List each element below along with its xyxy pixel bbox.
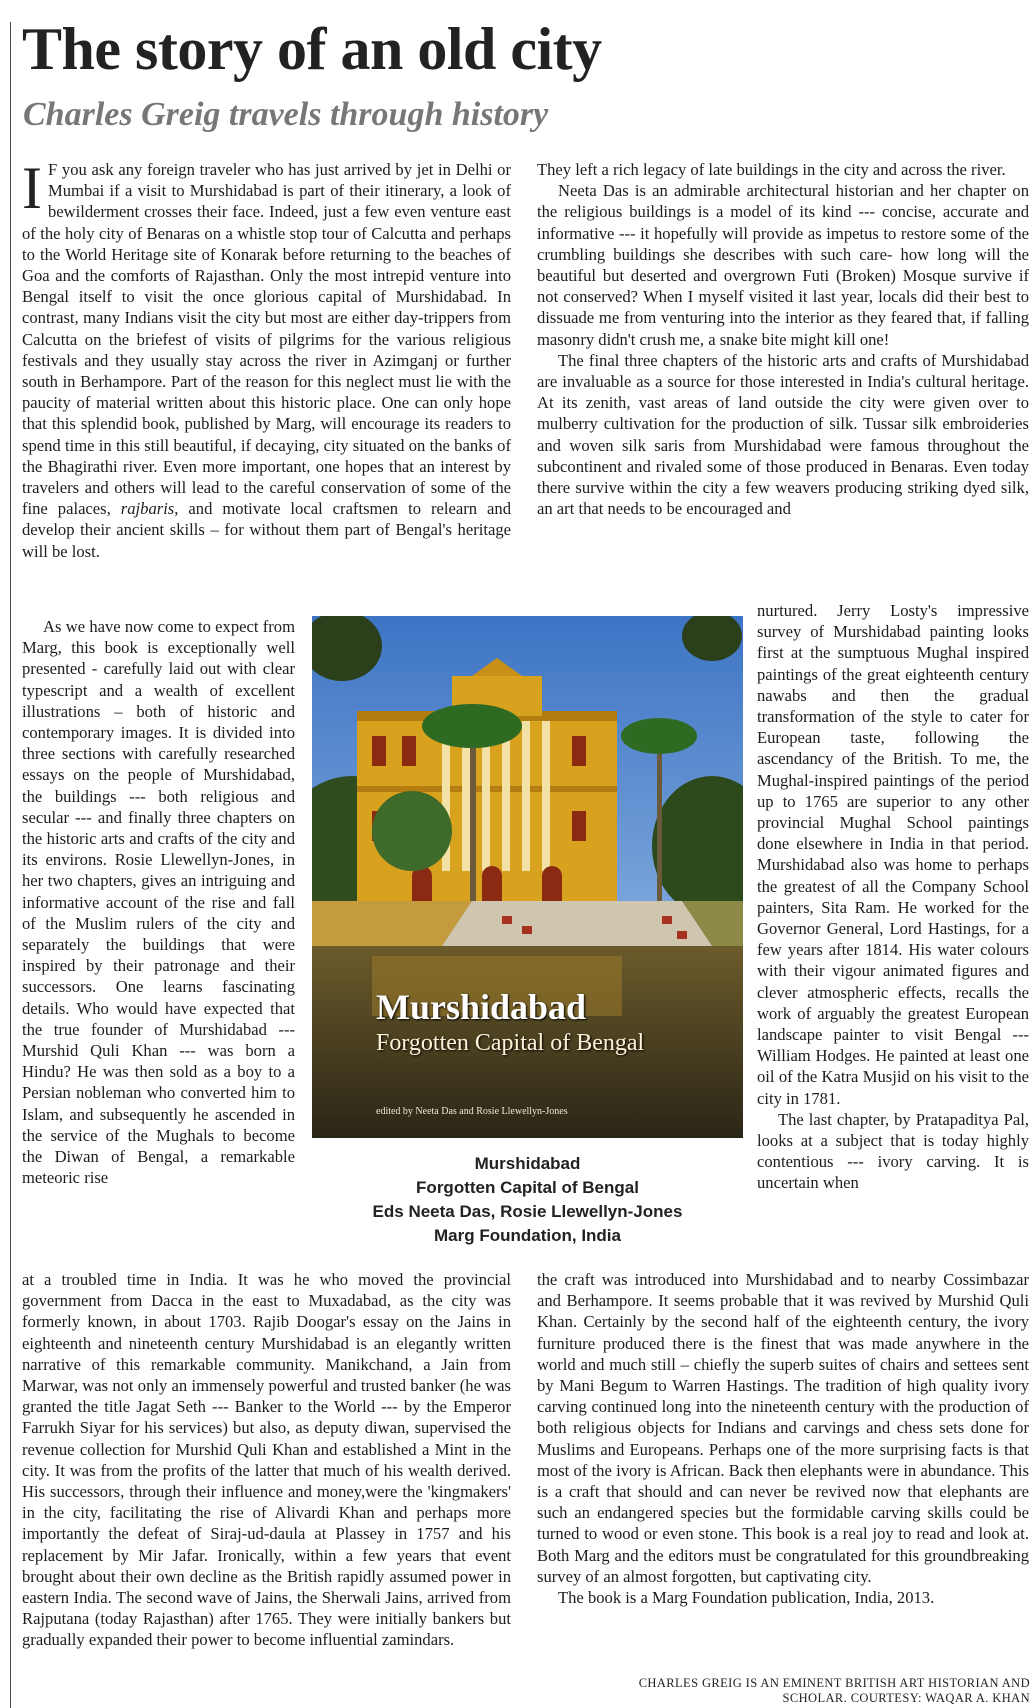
cover-editors: edited by Neeta Das and Rosie Llewellyn-Jones — [376, 1106, 568, 1117]
body-paragraph: The last chapter, by Pratapaditya Pal, looks at a subject that is today highly contentious --- ivory carving. It is uncertain when — [757, 1109, 1029, 1193]
credit-line-2: SCHOLAR. COURTESY: WAQAR A. KHAN — [782, 1691, 1030, 1705]
intro-italic-term: rajbaris — [120, 499, 175, 519]
right-bottom-column — [537, 1269, 1029, 1608]
body-paragraph: The final three chapters of the historic arts and crafts of Murshidabad are invaluable as a source for those interested in India's cultural heritage. At its zenith, vast areas of land outside the city were given over to mulberry cultivation for the production of silk. Tussar silk embroideries and woven silk saris from Murshidabad were famous throughout the subcontinent and rivaled some of those produced in Benaras. Even today there survive within the city a few weavers producing striking dyed silk, an art that needs to be encouraged and — [537, 350, 1029, 519]
body-paragraph: They left a rich legacy of late buildings in the city and across the river. — [537, 160, 1006, 179]
book-cover-image — [312, 616, 743, 1138]
caption-editors: Eds Neeta Das, Rosie Llewellyn-Jones — [372, 1202, 683, 1221]
column-rule — [10, 22, 11, 1708]
article-subtitle: Charles Greig travels through history — [23, 96, 549, 133]
body-paragraph: As we have now come to expect from Marg, this book is exceptionally well presented - carefully laid out with clear typescript and a wealth of excellent illustrations – both of historic and contemporary images. It is divided into three sections with carefully researched essays on the people of Murshidabad, the buildings --- both religious and secular --- and finally three chapters on the historic arts and crafts of the city and its environs. Rosie Llewellyn-Jones, in her two chapters, gives an intriguing and informative account of the rise and fall of the Muslim rulers of the city and separately the buildings that were inspired by their patronage and their successors. One learns fascinating details. Who would have expected that the true founder of Murshidabad --- Murshid Quli Khan --- was born a Hindu? He was then sold as a boy to a Persian nobleman who converted him to Islam, and subsequently he ascended in the service of the Mughals to become the Diwan of Bengal, a remarkable meteoric rise — [22, 617, 295, 1188]
body-paragraph: the craft was introduced into Murshidabad and to nearby Cossimbazar and Berhampore. It seems probable that it was revived by Murshid Quli Khan. Certainly by the second half of the eighteenth century, the ivory furniture produced there is the finest that was made anywhere in the world and much still – chiefly the superb suites of chairs and settees sent by Mani Begum to Warren Hastings. The tradition of high quality ivory carving continued long into the nineteenth century with the production of both religious objects for Indians and carvings and chess sets done for Muslims and Europeans. Perhaps one of the more surprising facts is that most of the ivory is African. Back then elephants were in abundance. This is a craft that should and can never be revived now that elephants are such an endangered species but the formidable carving skills could be turned to wood or even stone. This book is a real joy to read and look at. Both Marg and the editors must be congratulated for this groundbreaking survey of an almost forgotten, but captivating city. — [537, 1270, 1029, 1586]
credit-line-1: CHARLES GREIG IS AN EMINENT BRITISH ART HISTORIAN AND — [638, 1676, 1030, 1690]
body-paragraph: Neeta Das is an admirable architectural historian and her chapter on the religious buildings is a model of its kind --- concise, accurate and informative --- it hopefully will provide as impetus to restore some of the crumbling buildings she describes with such care- how long will the beautiful but deserted and overgrown Futi (Broken) Mosque survive if not conserved? When I myself visited it last year, locals did their best to dissuade me from venturing into the interior as they feared that, if falling masonry didn't crush me, a snake bite might kill one! — [537, 181, 1029, 349]
figure-caption — [312, 1152, 743, 1248]
caption-subtitle: Forgotten Capital of Bengal — [416, 1178, 639, 1197]
right-narrow-column — [757, 600, 1029, 1194]
left-bottom-column — [22, 1269, 511, 1708]
body-paragraph: at a troubled time in India. It was he who moved the provincial government from Dacca in the east to Muxadabad, as the city was formerly known, in about 1703. Rajib Doogar's essay on the Jains in eighteenth and nineteenth century Murshidabad is an elegantly written narrative of this remarkable community. Manikchand, a Jain from Marwar, was not only an immensely powerful and trusted banker (he was granted the title Jagat Seth --- Banker to the World --- by the Emperor Farrukh Siyar for his services) but also, as deputy diwan, supervised the revenue collection for Murshid Quli Khan and established a Mint in the city. It was from the profits of the latter that much of his wealth derived. His successors, through their influence and money,were the 'kingmakers' in the city, facilitating the rise of Alivardi Khan and perhaps more importantly the defeat of Siraj-ud-daula at Plassey in 1757 and his replacement by Mir Jafar. Ironically, within a few years that event brought about their own decline as the British rapidly assumed power in eastern India. The second wave of Jains, the Sherwali Jains, arrived from Rajputana (today Rajasthan) after 1765. They were initially bankers but gradually expanded their power to become influential zamindars. — [22, 1270, 511, 1650]
article-title: The story of an old city — [22, 16, 602, 82]
author-credit — [520, 1676, 1030, 1706]
cover-title: Murshidabad — [376, 987, 587, 1027]
body-paragraph: nurtured. Jerry Losty's impressive survey of Murshidabad painting looks first at the sumptuous Mughal inspired paintings of the great eighteenth century nawabs and then the gradual transformation of the style to cater for European taste, following the ascendancy of the British. To me, the Mughal-inspired paintings of the period up to 1765 are superior to any other provincial Mughal School paintings done elsewhere in India in that period. Murshidabad also was home to perhaps the greatest of all the Company School painters, Sita Ram. He worked for the Governor General, Lord Hastings, for a few years after 1814. His water colours with their vigour animated figures and clever atmospheric effects, recalls the work of arguably the greatest European landscape painter to visit Bengal --- William Hodges. He painted at least one oil of the Katra Musjid on his visit to the city in 1781. — [757, 601, 1029, 1108]
right-top-column — [537, 159, 1029, 519]
intro-text: F you ask any foreign traveler who has just arrived by jet in Delhi or Mumbai if a visit to Murshidabad is part of their itinerary, a look of bewilderment crosses their face. Indeed, just a few even venture east of the holy city of Benaras on a whistle stop tour of Calcutta and perhaps to the World Heritage site of Konarak before returning to the beaches of Goa and the comforts of Rajasthan. Only the most intrepid venture into Bengal itself to visit the once glorious capital of Murshidabad. In contrast, many Indians visit the city but most are either day-trippers from Calcutta on the briefest of visits of pilgrims for the various religious festivals and they usually stay across the river in Azimganj or further south in Berhampore. Part of the reason for this neglect must lie with the paucity of material written about this historic place. One can only hope that this splendid book, published by Marg, will encourage its readers to spend time in this still beautiful, if decaying, city situated on the banks of the Bhagirathi river. Even more important, one hopes that an interest by travelers and others will lead to the careful conservation of some of the fine palaces, — [22, 160, 511, 519]
left-narrow-column — [22, 616, 295, 1188]
body-paragraph: The book is a Marg Foundation publication, India, 2013. — [558, 1588, 935, 1608]
intro-paragraph — [22, 155, 512, 562]
cover-subtitle: Forgotten Capital of Bengal — [376, 1030, 645, 1056]
caption-publisher: Marg Foundation, India — [434, 1226, 621, 1245]
caption-title: Murshidabad — [474, 1154, 581, 1173]
intro-text-end: , and motivate local craftsmen to relearn and develop their ancient skills – for without them part of Bengal's heritage will be lost. — [22, 499, 512, 561]
drop-cap: I — [22, 155, 42, 221]
book-cover-illustration — [312, 616, 743, 1138]
